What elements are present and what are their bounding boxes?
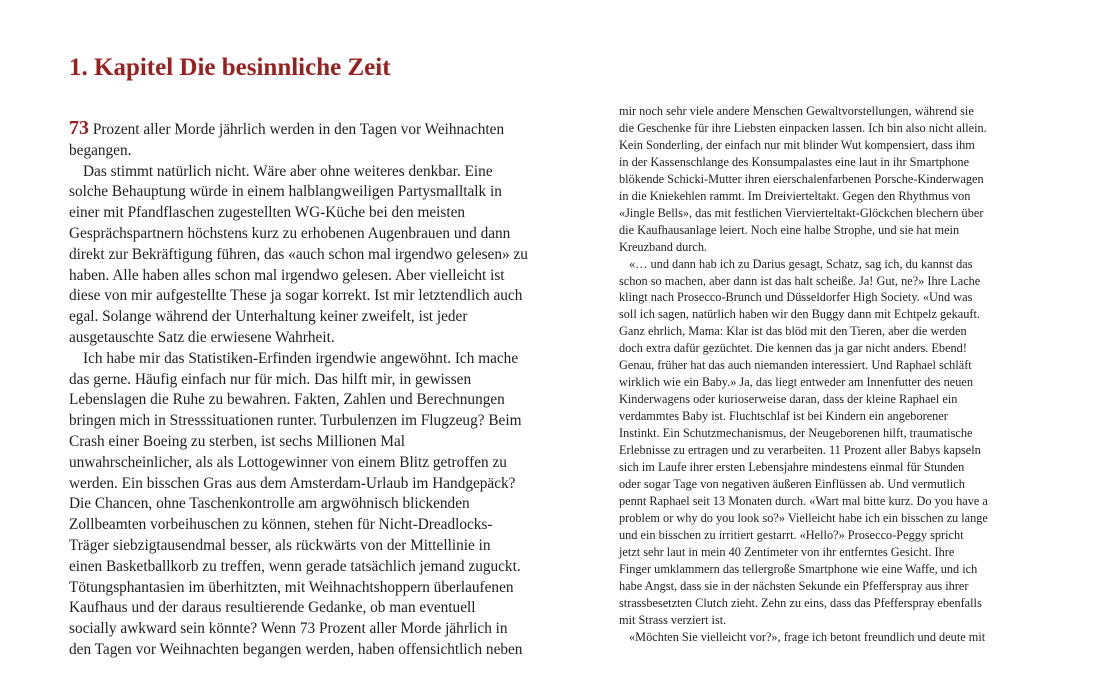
text-line: Kinderwagens oder kurioserweise daran, dass der kleine Raphael ein xyxy=(619,392,958,407)
text-line: diese von mir aufgestellte These ja sogar korrekt. Ist mir letztendlich auch xyxy=(69,287,523,305)
text-line: unwahrscheinlicher, als als Lottogewinner von einem Blitz getroffen zu xyxy=(69,453,507,471)
text-line: in der Kassenschlange des Konsumpalastes eine laut in ihr Smartphone xyxy=(619,154,970,169)
text-line: einen Basketballkorb zu treffen, wenn gerade tatsächlich jemand zuguckt. xyxy=(69,557,521,575)
text-line: solche Behauptung würde in einem halblangweiligen Partysmalltalk in xyxy=(69,183,502,201)
text-line: Instinkt. Ein Schutzmechanismus, der Neugeborenen hilft, traumatische xyxy=(619,426,973,441)
text-line: oder sogar Tage von negativen äußeren Einflüssen ab. Und vermutlich xyxy=(619,476,965,491)
text-line: Das stimmt natürlich nicht. Wäre aber ohne weiteres denkbar. Eine xyxy=(83,162,493,180)
text-line: ausgetauschte Satz die erwiesene Wahrheit. xyxy=(69,328,335,346)
right-text-column xyxy=(619,103,1039,646)
text-line: soll ich sagen, natürlich haben wir den Buggy dann mit Echtpelz gekauft. xyxy=(619,307,980,322)
text-line-content: Prozent aller Morde jährlich werden in den Tagen vor Weihnachten xyxy=(89,121,505,138)
text-line: direkt zur Bekräftigung führen, das «auch schon mal irgendwo gelesen» zu xyxy=(69,245,528,263)
text-line: Ich habe mir das Statistiken-Erfinden irgendwie angewöhnt. Ich mache xyxy=(83,349,519,367)
text-line: problem or why do you look so?» Vielleicht habe ich ein bisschen zu lange xyxy=(619,510,988,525)
text-line: Kaufhaus und der daraus resultierende Gedanke, ob man eventuell xyxy=(69,599,476,617)
text-line: und ein bisschen zu irritiert gestarrt. «Hello?» Prosecco-Peggy spricht xyxy=(619,527,964,542)
text-line: bringen mich in Stresssituationen runter. Turbulenzen im Flugzeug? Beim xyxy=(69,412,522,430)
text-line: Genau, früher hat das auch niemanden interessiert. Und Raphael schläft xyxy=(619,358,972,373)
text-line: Ganz ehrlich, Mama: Klar ist das blöd mit den Tieren, aber die werden xyxy=(619,324,967,339)
text-line: das gerne. Häufig einfach nur für mich. Das hilft mir, in gewissen xyxy=(69,370,472,388)
text-line: Träger siebzigtausendmal besser, als rückwärts von der Mittellinie in xyxy=(69,536,491,554)
text-line: Kein Sonderling, der einfach nur mit blinder Wut kompensiert, dass ihm xyxy=(619,137,975,152)
text-line: Crash einer Boeing zu sterben, ist sechs Millionen Mal xyxy=(69,432,406,450)
text-line: mir noch sehr viele andere Menschen Gewaltvorstellungen, während sie xyxy=(619,104,974,118)
text-line: Zollbeamten vorbeihuschen zu können, stehen für Nicht-Dreadlocks- xyxy=(69,516,493,534)
text-line: Finger umklammern das tellergroße Smartphone wie eine Waffe, und ich xyxy=(619,561,978,576)
text-line: verdammtes Baby ist. Fluchtschlaf ist bei Kindern ein angeborener xyxy=(619,409,948,424)
text-line: die Geschenke für ihre Liebsten einpacken lassen. Ich bin also nicht allein. xyxy=(619,120,987,135)
text-line: klingt nach Prosecco-Brunch und Düsseldorfer High Society. «Und was xyxy=(619,290,973,305)
text-line: strassbesetzten Clutch zieht. Zehn zu eins, dass das Pfefferspray ebenfalls xyxy=(619,595,982,610)
text-line: wirklich wie ein Baby.» Ja, das liegt entweder am Innenfutter des neuen xyxy=(619,375,973,390)
text-line: sich im Laufe ihrer ersten Lebensjahre mindestens einmal für Stunden xyxy=(619,460,965,475)
text-line: jetzt sehr laut in mein 40 Zentimeter von ihr entferntes Gesicht. Ihre xyxy=(619,544,955,559)
text-line: pennt Raphael seit 13 Monaten durch. «Wart mal bitte kurz. Do you have a xyxy=(619,493,988,508)
text-line: begangen. xyxy=(69,141,132,159)
text-line: Lebenslagen die Ruhe zu bewahren. Fakten, Zahlen und Berechnungen xyxy=(69,391,505,409)
text-line: schon so machen, aber dann ist das halt scheiße. Ja! Gut, ne?» Ihre Lache xyxy=(619,273,981,288)
text-line: mit Strass verziert ist. xyxy=(619,612,727,627)
text-line: «Jingle Bells», das mit festlichen Viervierteltakt-Glöckchen blechern über xyxy=(619,205,984,220)
text-line: Erlebnisse zu ertragen und zu verarbeiten. 11 Prozent aller Babys kapseln xyxy=(619,443,981,458)
lead-number: 73 xyxy=(69,117,89,139)
text-line xyxy=(69,118,555,141)
text-line: «… und dann hab ich zu Darius gesagt, Schatz, sag ich, du kannst das xyxy=(629,256,973,271)
text-line: Gesprächspartnern höchstens kurz zu erhobenen Augenbrauen und dann xyxy=(69,224,511,242)
text-line: haben. Alle haben alles schon mal irgendwo gelesen. Aber vielleicht ist xyxy=(69,266,505,284)
text-line: Tötungsphantasien im überhitzten, mit Weihnachtshoppern überlaufenen xyxy=(69,578,514,596)
text-line: doch extra dafür gezüchtet. Die kennen das ja gar nicht anders. Ebend! xyxy=(619,341,967,356)
text-line: habe Angst, dass sie in der nächsten Sekunde ein Pfefferspray aus ihrer xyxy=(619,578,969,593)
text-line: blökende Schicki-Mutter ihren eierschalenfarbenen Porsche-Kinderwagen xyxy=(619,171,984,186)
text-line: werden. Ein bisschen Gras aus dem Amsterdam-Urlaub im Handgepäck? xyxy=(69,474,516,492)
chapter-title: 1. Kapitel Die besinnliche Zeit xyxy=(69,54,391,81)
text-line: egal. Solange während der Unterhaltung keiner zweifelt, ist jeder xyxy=(69,308,468,326)
text-line: Die Chancen, ohne Taschenkontrolle am argwöhnisch blickenden xyxy=(69,495,470,513)
text-line: einer mit Pfandflaschen zugestellten WG-Küche bei den meisten xyxy=(69,204,466,222)
text-line: in die Kniekehlen rammt. Im Dreivierteltakt. Gegen den Rhythmus von xyxy=(619,188,971,203)
text-line: Kreuzband durch. xyxy=(619,239,708,254)
left-text-column xyxy=(69,118,555,661)
text-line: socially awkward sein könnte? Wenn 73 Prozent aller Morde jährlich in xyxy=(69,620,508,638)
text-line: den Tagen vor Weihnachten begangen werden, haben offensichtlich neben xyxy=(69,640,523,658)
text-line: die Kaufhausanlage leiert. Noch eine halbe Strophe, und sie hat mein xyxy=(619,222,960,237)
text-line: «Möchten Sie vielleicht vor?», frage ich betont freundlich und deute mit xyxy=(629,629,986,644)
